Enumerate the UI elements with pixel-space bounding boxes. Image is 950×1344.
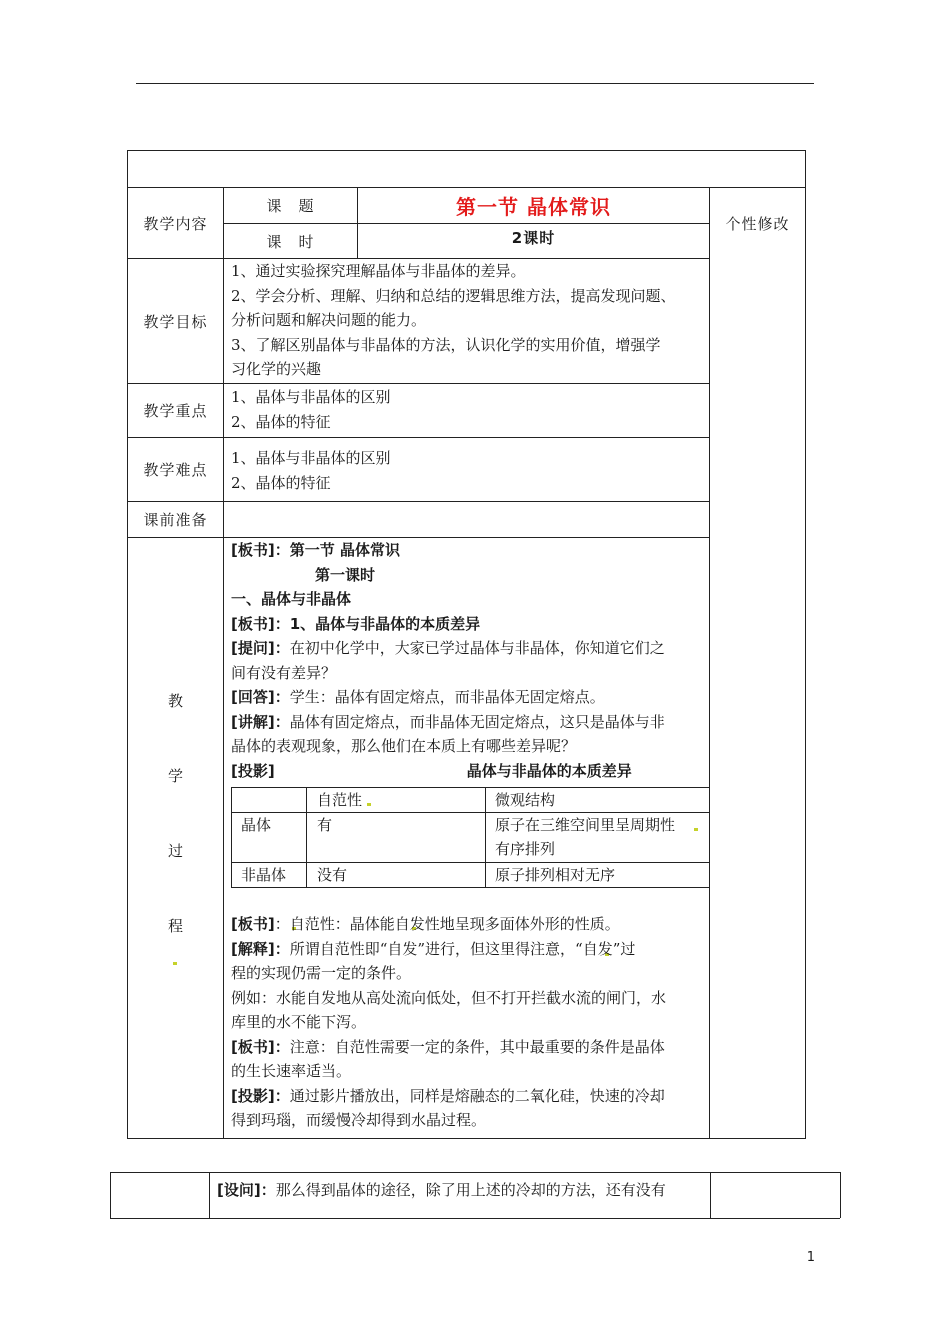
header-rule xyxy=(136,83,814,84)
page-number: 1 xyxy=(806,1250,815,1265)
difficulty-line: 1、晶体与非晶体的区别 xyxy=(231,449,391,467)
difficulty-line: 2、晶体的特征 xyxy=(231,473,331,492)
projection-title: 晶体与非晶体的本质差异 xyxy=(466,761,632,780)
topic-label: 课 题 xyxy=(266,197,315,215)
table-cell: 非晶体 xyxy=(241,866,287,884)
board-tag: [板书]： xyxy=(231,1037,290,1056)
question-text: 在初中化学中，大家已学过晶体与非晶体，你知道它们之 xyxy=(289,639,665,657)
period-heading: 第一课时 xyxy=(315,565,376,584)
process-char: 程 xyxy=(168,917,184,935)
lesson-hours: 2课时 xyxy=(511,228,556,247)
highlight-mark xyxy=(367,803,371,806)
projection-tag: [投影]： xyxy=(231,1086,290,1105)
setup-question-tag: [设问]： xyxy=(217,1181,276,1199)
explain-tag: [讲解]： xyxy=(231,712,290,731)
process-content xyxy=(231,538,707,783)
explain-text: 晶体有固定熔点，而非晶体无固定熔点，这只是晶体与非 xyxy=(289,712,665,731)
table-header: 微观结构 xyxy=(495,791,556,809)
process-content-2 xyxy=(231,912,707,1133)
table-cell: 没有 xyxy=(317,866,348,884)
objectives-label: 教学目标 xyxy=(143,312,208,331)
board-tag: [板书]： xyxy=(231,614,290,633)
preparation-label: 课前准备 xyxy=(143,511,208,529)
difficulties-text xyxy=(231,446,707,495)
table-cell: 晶体 xyxy=(241,816,272,834)
key-points-label: 教学重点 xyxy=(143,402,208,420)
duration-label: 课 时 xyxy=(266,232,315,251)
question-tag: [提问]： xyxy=(231,639,290,657)
objective-line: 1、通过实验探究理解晶体与非晶体的差异。 xyxy=(231,262,526,280)
table-header: 自范性 xyxy=(317,791,363,809)
explain-text: 晶体的表观现象，那么他们在本质上有哪些差异呢？ xyxy=(231,737,577,755)
objective-line: 习化学的兴趣 xyxy=(231,360,322,378)
projection-tag: [投影] xyxy=(231,761,275,780)
highlight-mark xyxy=(173,962,177,965)
table-cell: 原子在三维空间里呈周期性 xyxy=(495,816,676,834)
process-char: 过 xyxy=(168,842,184,860)
key-point-line: 1、晶体与非晶体的区别 xyxy=(231,388,391,406)
board-tag: [板书]： xyxy=(231,541,290,559)
projection-text: 通过影片播放出，同样是熔融态的二氧化硅，快速的冷却 xyxy=(289,1086,665,1105)
question-text: 间有没有差异？ xyxy=(231,663,337,682)
process-char: 学 xyxy=(168,767,184,785)
objective-line: 分析问题和解决问题的能力。 xyxy=(231,311,427,329)
key-points-text xyxy=(231,385,707,434)
table-cell: 有序排列 xyxy=(495,840,556,858)
objectives-text xyxy=(231,259,707,382)
board-text: ：自范性：晶体能自发性地呈现多面体外形的性质。 xyxy=(274,915,620,933)
board-tag: [板书] xyxy=(231,915,275,933)
difficulties-label: 教学难点 xyxy=(143,461,208,479)
setup-question-text: 那么得到晶体的途径，除了用上述的冷却的方法，还有没有 xyxy=(275,1181,666,1199)
board-text: 的生长速率适当。 xyxy=(231,1062,352,1080)
explanation-tag: [解释]： xyxy=(231,939,290,958)
objective-line: 3、了解区别晶体与非晶体的方法，认识化学的实用价值，增强学 xyxy=(231,335,661,354)
board-text: 1、晶体与非晶体的本质差异 xyxy=(289,614,481,633)
continuation-text xyxy=(217,1178,709,1203)
example-text: 库里的水不能下泻。 xyxy=(231,1013,367,1031)
explanation-text: 所谓自范性即“自发”进行，但这里得注意，“自发”过 xyxy=(289,939,636,958)
example-text: 例如：水能自发地从高处流向低处，但不打开拦截水流的闸门，水 xyxy=(231,988,667,1007)
explanation-text: 程的实现仍需一定的条件。 xyxy=(231,964,412,982)
highlight-mark xyxy=(694,828,698,831)
table-cell: 原子排列相对无序 xyxy=(495,866,616,884)
answer-tag: [回答]： xyxy=(231,688,290,706)
key-point-line: 2、晶体的特征 xyxy=(231,412,331,431)
board-text: 第一节 晶体常识 xyxy=(289,541,400,559)
process-char: 教 xyxy=(168,692,184,710)
section-heading: 一、晶体与非晶体 xyxy=(231,590,352,608)
table-cell: 有 xyxy=(317,816,333,834)
board-text: 注意：自范性需要一定的条件，其中最重要的条件是晶体 xyxy=(289,1037,665,1056)
personal-edit-label: 个性修改 xyxy=(725,214,790,233)
lesson-title: 第一节 晶体常识 xyxy=(456,195,611,219)
content-label: 教学内容 xyxy=(143,214,208,233)
projection-text: 得到玛瑙，而缓慢冷却得到水晶过程。 xyxy=(231,1111,487,1129)
objective-line: 2、学会分析、理解、归纳和总结的逻辑思维方法，提高发现问题、 xyxy=(231,286,676,305)
answer-text: 学生：晶体有固定熔点，而非晶体无固定熔点。 xyxy=(289,688,605,706)
